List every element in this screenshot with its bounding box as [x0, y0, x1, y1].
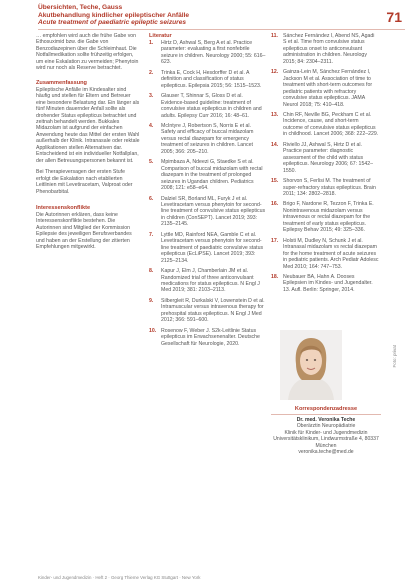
reference-text: Brigo F, Nardone R, Tezzon F, Trinka E. Nonintravenous midazolam versus intravenous or rectal diazepam for the treatment of early status epilepticus. Epilepsy Behav 2015; 49: 325–336.: [283, 201, 374, 234]
reference-number: 5.: [149, 159, 154, 166]
correspondence-address: Universitätsklinikum, Lindwurmstraße 4, 80337 München: [273, 436, 379, 449]
reference-item: [149, 196, 266, 228]
reference-number: 9.: [149, 297, 154, 304]
author-portrait-image: [280, 330, 342, 400]
reference-number: 4.: [149, 122, 154, 129]
reference-text: Trinka E, Cock H, Hesdorffer D et al. A definition and classification of status epilepticus. Epilepsia 2015; 56: 1515–1523.: [161, 69, 262, 89]
references-heading: Literatur: [149, 33, 172, 39]
summary-heading: Zusammenfassung: [36, 79, 87, 86]
page-footer: Kinder- und Jugendmedizin · Heft 2 · Georg Thieme Verlag KG Stuttgart · New York: [38, 575, 201, 580]
reference-number: 1.: [149, 40, 154, 46]
header-divider: [38, 29, 405, 30]
reference-text: Gainza-Lein M, Sánchez Fernández I, Jackson M et al. Association of time to treatment with short-term outcomes for pediatric patients with refractory convulsive status epilepticus. JAMA Neurol 2018; 75: 410–418.: [283, 69, 373, 108]
correspondence-email[interactable]: veronika.teche@med.de: [298, 449, 354, 455]
reference-item: [149, 328, 266, 347]
references-column-right: [271, 33, 379, 297]
reference-number: 6.: [149, 195, 154, 202]
reference-item: [271, 274, 379, 293]
reference-item: [149, 298, 266, 324]
reference-number: 15.: [271, 178, 279, 185]
reference-text: Sánchez Fernández I, Abend NS, Agadi S et al. Time from convulsive status epilepticus onset to anticonvulsant administration in children. Neurology 2015; 84: 2304–2311.: [283, 33, 375, 65]
reference-item: [271, 112, 379, 138]
reference-number: 16.: [271, 201, 279, 208]
reference-item: [271, 142, 379, 174]
reference-list: [149, 40, 266, 347]
text-column-left: [36, 33, 140, 251]
correspondence-box: [271, 406, 381, 456]
reference-item: [271, 201, 379, 233]
reference-item: [149, 70, 266, 89]
reference-item: [271, 69, 379, 108]
reference-item: [149, 93, 266, 119]
reference-number: 2.: [149, 69, 154, 76]
reference-number: 12.: [271, 69, 279, 76]
correspondence-title: Korrespondenzadresse: [271, 406, 381, 415]
reference-number: 7.: [149, 231, 154, 238]
reference-text: Shorvon S, Ferlisi M. The treatment of super-refractory status epilepticus. Brain 2011; 134: 2802–2818.: [283, 178, 376, 197]
intro-paragraph: … empfohlen wird auch die frühe Gabe von Ethosuximid bzw. die Gabe von Benzodiazepinen über die Schleimhaut. Die Notfallmedikation sollte frühzeitig erfolgen, um eine Eskalation zu vermeiden; Phenytoin wird nur noch als Reserve betrachtet.: [36, 33, 139, 72]
reference-text: Hirtz D, Ashwal S, Berg A et al. Practice parameter: evaluating a first nonfebrile seizure in children. Neurology 2000; 55: 616–623.: [161, 40, 266, 66]
reference-text: Glauser T, Shinnar S, Gloss D et al. Evidence-based guideline: treatment of convulsive status epilepticus in children and adults. Epilepsy Curr 2016; 16: 48–61.: [161, 93, 262, 119]
correspondence-role: Oberärztin Neuropädiatrie: [296, 423, 356, 429]
references-column-middle: [149, 33, 266, 351]
reference-text: Mpimbaza A, Ndeezi G, Staedke S et al. Comparison of buccal midazolam with rectal diazepam in the treatment of prolonged seizures in Ugandan children. Pediatrics 2008; 121: e58–e64.: [161, 159, 263, 192]
correspondence-clinic: Klinik für Kinder- und Jugendmedizin: [284, 429, 368, 436]
header-section-label: Übersichten, Teche, Gauss: [38, 4, 123, 11]
conflict-text: Die Autorinnen erklären, dass keine Interessenskonflikte bestehen. Die Autorinnen sind Mitglied der Kommission Epilepsie des jeweiligen Berufsverbandes und haben an der Erstellung der zitierten Empfehlungen mitgewirkt.: [36, 211, 132, 251]
reference-text: McIntyre J, Robertson S, Norris E et al. Safety and efficacy of buccal midazolam versus rectal diazepam for emergency treatment of seizures in children. Lancet 2005; 366: 205–210.: [161, 122, 254, 155]
reference-item: [271, 178, 379, 197]
reference-item: [149, 268, 266, 294]
author-portrait-photo: [280, 330, 342, 400]
reference-list-continued: [271, 33, 379, 293]
reference-number: 13.: [271, 111, 279, 118]
reference-text: Kapur J, Elm J, Chamberlain JM et al. Randomized trial of three anticonvulsant medications for status epilepticus. N Engl J Med 2019; 381: 2103–2113.: [161, 268, 260, 294]
header-german-title: Akutbehandlung kindlicher epileptischer Anfälle: [38, 11, 190, 19]
conflict-heading: Interessenskonflikte: [36, 204, 91, 211]
reference-text: Silbergleit R, Durkalski V, Lowenstein D et al. Intramuscular versus intravenous therapy for prehospital status epilepticus. N Engl J Med 2012; 366: 591–600.: [161, 297, 265, 324]
reference-text: Lyttle MD, Rainford NEA, Gamble C et al. Levetiracetam versus phenytoin for second-line treatment of paediatric convulsive status epilepticus (EcLiPSE). Lancet 2019; 393: 2125–2134.: [161, 231, 264, 264]
page-header: [38, 4, 378, 27]
reference-number: 18.: [271, 273, 279, 280]
reference-item: [149, 232, 266, 264]
reference-number: 17.: [271, 237, 279, 244]
reference-number: 10.: [149, 327, 157, 334]
reference-text: Riviello JJ, Ashwal S, Hirtz D et al. Practice parameter: diagnostic assessment of the child with status epilepticus. Neurology 2006; 67: 1542–1550.: [283, 141, 373, 174]
reference-text: Dalziel SR, Borland ML, Furyk J et al. Levetiracetam versus phenytoin for second-line treatment of convulsive status epilepticus in children (ConSEPT). Lancet 2019; 393: 2135–2145.: [161, 195, 266, 228]
page-number: 71: [386, 9, 402, 25]
reference-text: Chin RF, Neville BG, Peckham C et al. Incidence, cause, and short-term outcome of convulsive status epilepticus in childhood. Lancet 2006; 368: 222–229.: [283, 111, 379, 138]
reference-item: [149, 123, 266, 155]
reference-number: 3.: [149, 93, 154, 100]
reference-text: Holsti M, Dudley N, Schunk J et al. Intranasal midazolam vs rectal diazepam for the home treatment of acute seizures in pediatric patients. Arch Pediatr Adolesc Med 2010; 164: 747–753.: [283, 237, 379, 270]
header-english-title: Acute treatment of paediatric epileptic seizures: [38, 19, 187, 27]
reference-number: 14.: [271, 141, 279, 148]
reference-item: [271, 238, 379, 270]
reference-item: [149, 159, 266, 191]
reference-text: Rosenow F, Weber J. S2k-Leitlinie Status epilepticus im Erwachsenenalter. Deutsche Gesellschaft für Neurologie, 2020.: [161, 327, 260, 347]
summary-paragraph-2: Bei Therapieversagen der ersten Stufe erfolgt die Eskalation nach etablierten Leitlinien mit Levetiracetam, Valproat oder Phenobarbital.: [36, 169, 133, 195]
photo-credit: Foto: privat: [392, 345, 397, 368]
reference-number: 8.: [149, 268, 154, 275]
summary-paragraph: Epileptische Anfälle im Kindesalter sind häufig und stellen für Eltern und Betreuer eine besondere Belastung dar. Ein länger als fünf Minuten dauernder Anfall sollte als drohender Status epilepticus betrachtet und zeitnah behandelt werden. Bukkales Midazolam ist aufgrund der einfachen Anwendung heute das Mittel der ersten Wahl außerhalb der Klinik. Intranasale oder rektale Applikationen stellen Alternativen dar. Entscheidend ist ein individueller Notfallplan, der allen Betreuungspersonen bekannt ist.: [36, 86, 140, 164]
reference-item: [271, 33, 379, 65]
reference-number: 11.: [271, 33, 278, 39]
correspondence-name: Dr. med. Veronika Teche: [296, 416, 356, 423]
reference-item: [149, 40, 266, 66]
reference-text: Neubauer BA, Hahn A. Dooses Epilepsien im Kindes- und Jugendalter. 13. Aufl. Berlin: Springer, 2014.: [283, 273, 373, 293]
